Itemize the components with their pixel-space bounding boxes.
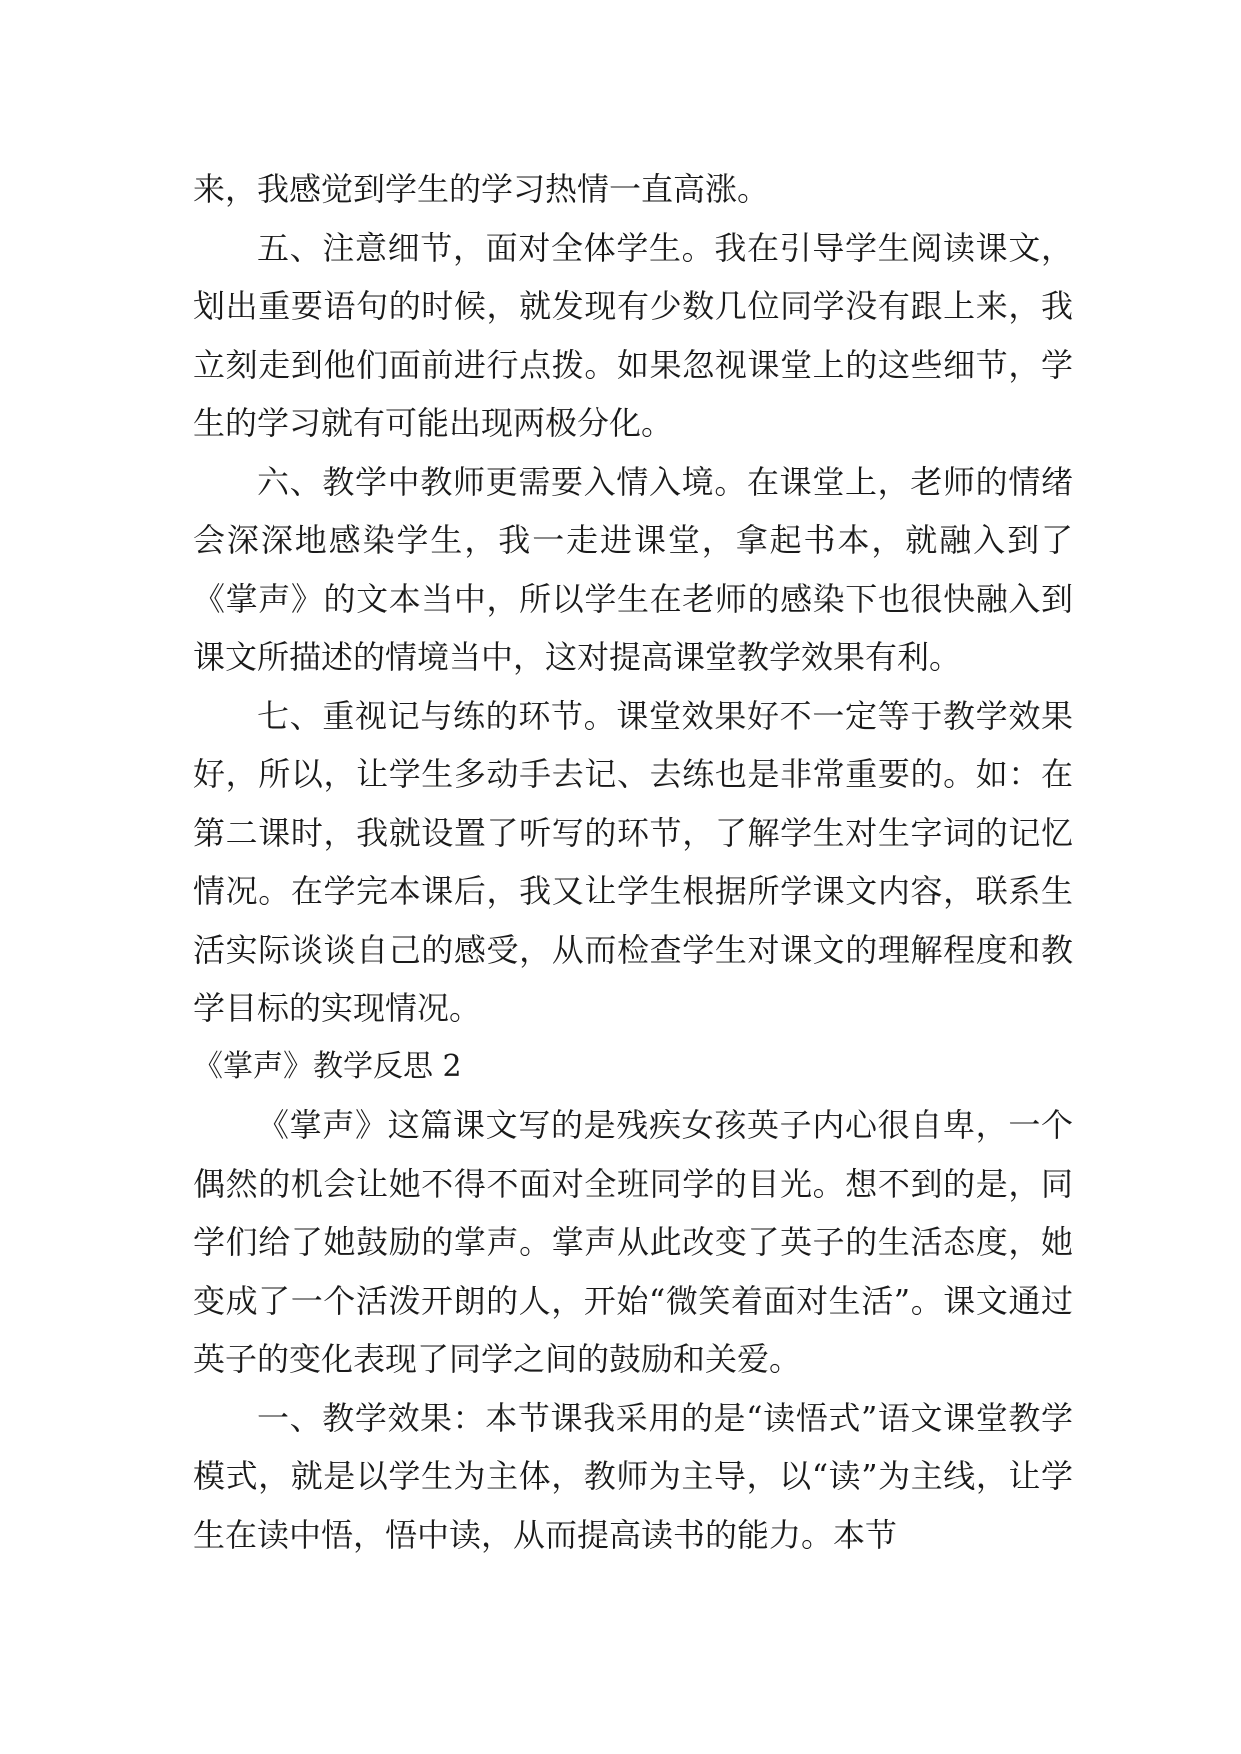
paragraph-six-emotion: 六、教学中教师更需要入情入境。在课堂上，老师的情绪会深深地感染学生，我一走进课堂，拿起书本，就融入到了《掌声》的文本当中，所以学生在老师的感染下也很快融入到课文所描述的情境当中，这对提高课堂教学效果有利。 [193,462,1073,676]
paragraph-seven-practice: 七、重视记与练的环节。课堂效果好不一定等于教学效果好，所以，让学生多动手去记、去练也是非常重要的。如：在第二课时，我就设置了听写的环节，了解学生对生字词的记忆情况。在学完本课后，我又让学生根据所学课文内容，联系生活实际谈谈自己的感受，从而检查学生对课文的理解程度和教学目标的实现情况。 [193,696,1073,1027]
document-body [193,160,1073,1564]
paragraph-continuation: 来，我感觉到学生的学习热情一直高涨。 [193,170,770,208]
paragraph-intro: 《掌声》这篇课文写的是残疾女孩英子内心很自卑，一个偶然的机会让她不得不面对全班同学的目光。想不到的是，同学们给了她鼓励的掌声。掌声从此改变了英子的生活态度，她变成了一个活泼开朗的人，开始“微笑着面对生活”。课文通过英子的变化表现了同学之间的鼓励和关爱。 [193,1106,1073,1378]
section-heading: 《掌声》教学反思 2 [193,1048,462,1084]
paragraph-one-effect: 一、教学效果：本节课我采用的是“读悟式”语文课堂教学模式，就是以学生为主体，教师为主导，以“读”为主线，让学生在读中悟，悟中读，从而提高读书的能力。本节 [193,1398,1073,1554]
paragraph-five-details: 五、注意细节，面对全体学生。我在引导学生阅读课文，划出重要语句的时候，就发现有少数几位同学没有跟上来，我立刻走到他们面前进行点拨。如果忽视课堂上的这些细节，学生的学习就有可能出现两极分化。 [193,228,1073,442]
